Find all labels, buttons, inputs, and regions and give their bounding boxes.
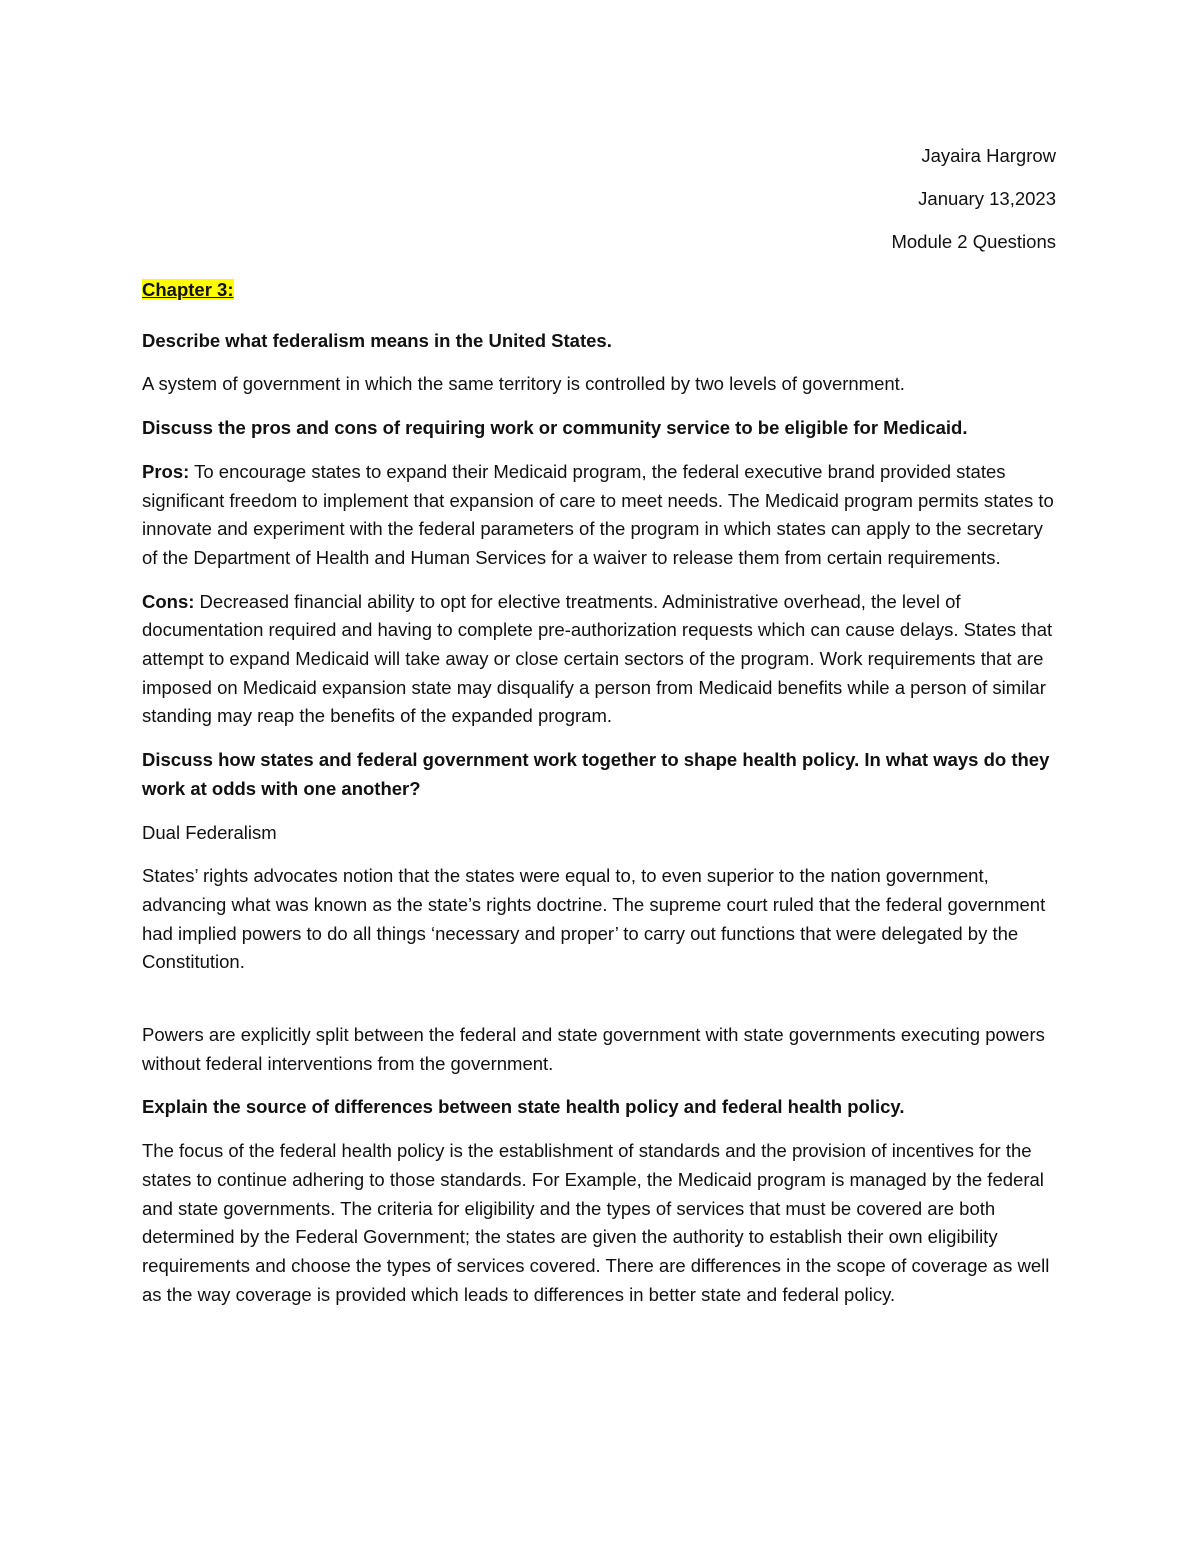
chapter-heading: Chapter 3: — [142, 279, 234, 300]
cons-text: Decreased financial ability to opt for elective treatments. Administrative overhead, the level of documentation required and having to complete pre-authorization requests which can cause delays. States that attempt to expand Medicaid will take away or close certain sectors of the program. Work requirements that are imposed on Medicaid expansion state may disqualify a person from Medicaid benefits while a person of similar standing may reap the benefits of the expanded program. — [142, 590, 1053, 727]
cons-paragraph — [142, 588, 1058, 732]
states-rights-paragraph: States’ rights advocates notion that the states were equal to, to even superior to the nation government, advancing what was known as the state’s rights doctrine. The supreme court ruled that the federal government had implied powers to do all things ‘necessary and proper’ to carry out functions that were delegated by the Constitution. — [142, 865, 1046, 973]
question-states-federal: Discuss how states and federal government work together to shape health policy. In what ways do they work at odds with one another? — [142, 749, 1050, 799]
question-differences: Explain the source of differences between state health policy and federal health policy. — [142, 1096, 905, 1118]
powers-split-paragraph: Powers are explicitly split between the federal and state government with state governments executing powers without federal interventions from the government. — [142, 1024, 1045, 1074]
document-title: Module 2 Questions — [891, 231, 1056, 252]
document-page — [142, 0, 1058, 1553]
answer-federalism: A system of government in which the same territory is controlled by two levels of government. — [142, 373, 905, 395]
document-body — [142, 276, 1058, 1324]
author-name: Jayaira Hargrow — [921, 145, 1056, 166]
question-federalism: Describe what federalism means in the United States. — [142, 329, 612, 351]
paragraph-spacer — [142, 992, 1058, 1021]
document-header — [891, 142, 1056, 271]
answer-differences: The focus of the federal health policy is the establishment of standards and the provision of incentives for the states to continue adhering to those standards. For Example, the Medicaid program is managed by the federal and state governments. The criteria for eligibility and the types of services that must be covered are both determined by the Federal Government; the states are given the authority to establish their own eligibility requirements and choose the types of services covered. There are differences in the scope of coverage as well as the way coverage is provided which leads to differences in better state and federal policy. — [142, 1140, 1050, 1305]
pros-paragraph — [142, 458, 1058, 573]
cons-label: Cons: — [142, 590, 195, 612]
dual-federalism-subheading: Dual Federalism — [142, 821, 277, 843]
question-pros-cons: Discuss the pros and cons of requiring work or community service to be eligible for Medicaid. — [142, 417, 968, 439]
pros-text: To encourage states to expand their Medicaid program, the federal executive brand provided states significant freedom to implement that expansion of care to meet needs. The Medicaid program permits states to innovate and experiment with the federal parameters of the program in which states can apply to the secretary of the Department of Health and Human Services for a waiver to release them from certain requirements. — [142, 460, 1054, 568]
pros-label: Pros: — [142, 460, 190, 482]
document-date: January 13,2023 — [918, 188, 1056, 209]
